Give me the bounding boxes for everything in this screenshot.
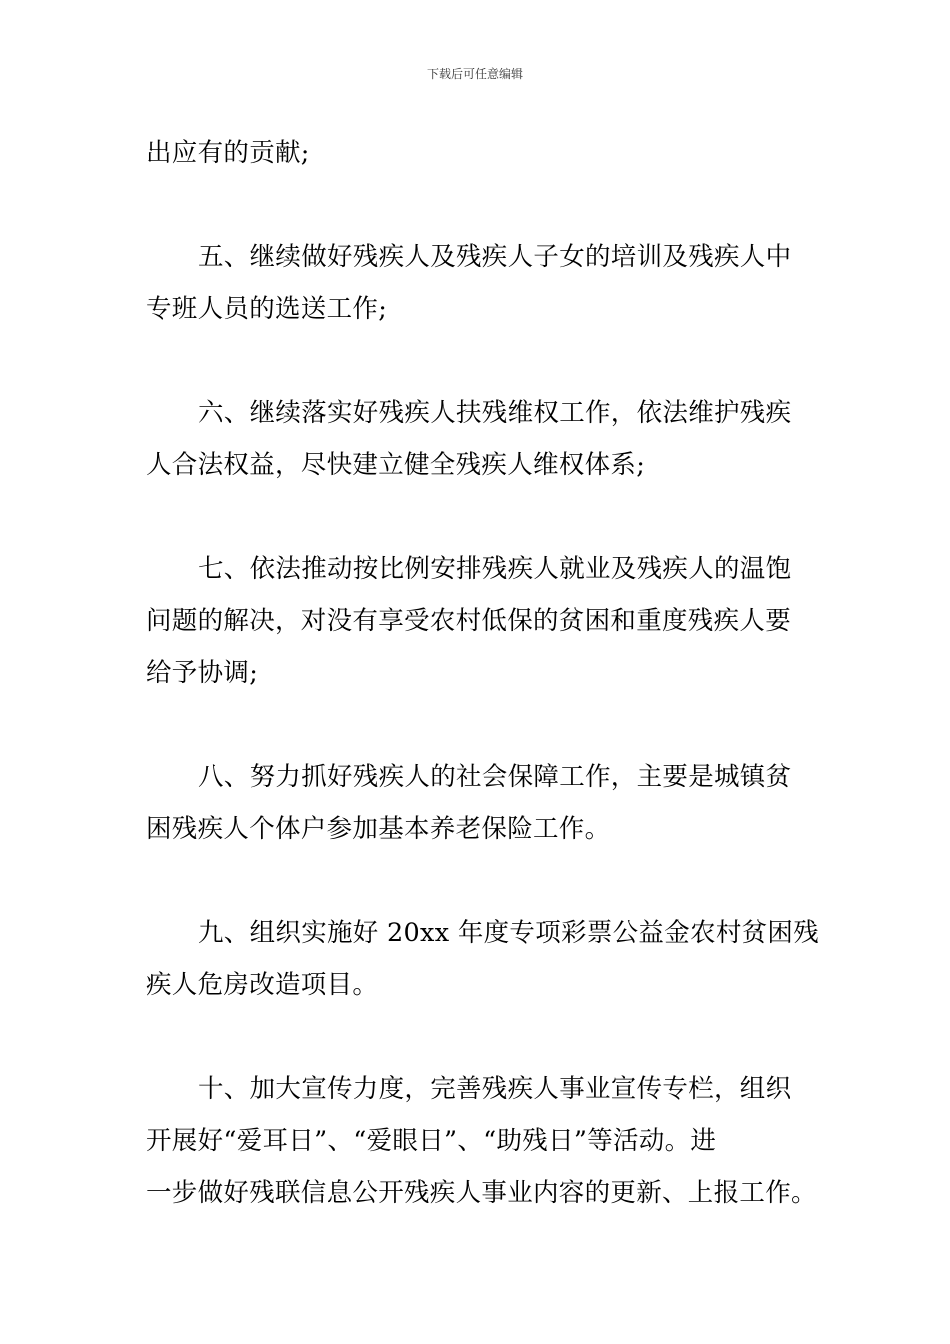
text-line: 七、依法推动按比例安排残疾人就业及残疾人的温饱 <box>198 554 792 584</box>
paragraph-gap <box>146 699 806 751</box>
text-line: 疾人危房改造项目。 <box>146 970 379 1000</box>
paragraph-gap <box>146 855 806 907</box>
paragraph-item-9 <box>146 907 820 1011</box>
page-header: 下载后可任意编辑 <box>426 67 523 81</box>
text-line: 人合法权益，尽快建立健全残疾人维权体系; <box>146 450 646 480</box>
text-line: 出应有的贡献; <box>146 138 310 168</box>
text-line: 十、加大宣传力度，完善残疾人事业宣传专栏，组织 <box>198 1074 792 1104</box>
text-line: 问题的解决，对没有享受农村低保的贫困和重度残疾人要 <box>146 606 792 636</box>
paragraph-gap <box>146 335 806 387</box>
text-line: 六、继续落实好残疾人扶残维权工作，依法维护残疾 <box>198 398 792 428</box>
text-line: 一步做好残联信息公开残疾人事业内容的更新、上报工作。 <box>146 1178 817 1208</box>
paragraph-gap <box>146 179 806 231</box>
paragraph-gap <box>146 491 806 543</box>
paragraph-gap <box>146 1011 806 1063</box>
paragraph-item-10 <box>146 1063 817 1219</box>
text-line: 给予协调; <box>146 658 259 688</box>
text-line: 五、继续做好残疾人及残疾人子女的培训及残疾人中 <box>198 242 792 272</box>
paragraph-continuation <box>146 127 806 179</box>
text-line: 九、组织实施好 20xx 年度专项彩票公益金农村贫困残 <box>198 918 820 948</box>
paragraph-item-8 <box>146 751 806 855</box>
paragraph-item-5 <box>146 231 806 335</box>
text-line: 八、努力抓好残疾人的社会保障工作，主要是城镇贫 <box>198 762 792 792</box>
text-line: 困残疾人个体户参加基本养老保险工作。 <box>146 814 611 844</box>
text-line: 开展好“爱耳日”、“爱眼日”、“助残日”等活动。进 <box>146 1126 717 1156</box>
text-line: 专班人员的选送工作; <box>146 294 388 324</box>
paragraph-item-6 <box>146 387 806 491</box>
paragraph-item-7 <box>146 543 806 699</box>
document-body <box>146 127 820 1219</box>
